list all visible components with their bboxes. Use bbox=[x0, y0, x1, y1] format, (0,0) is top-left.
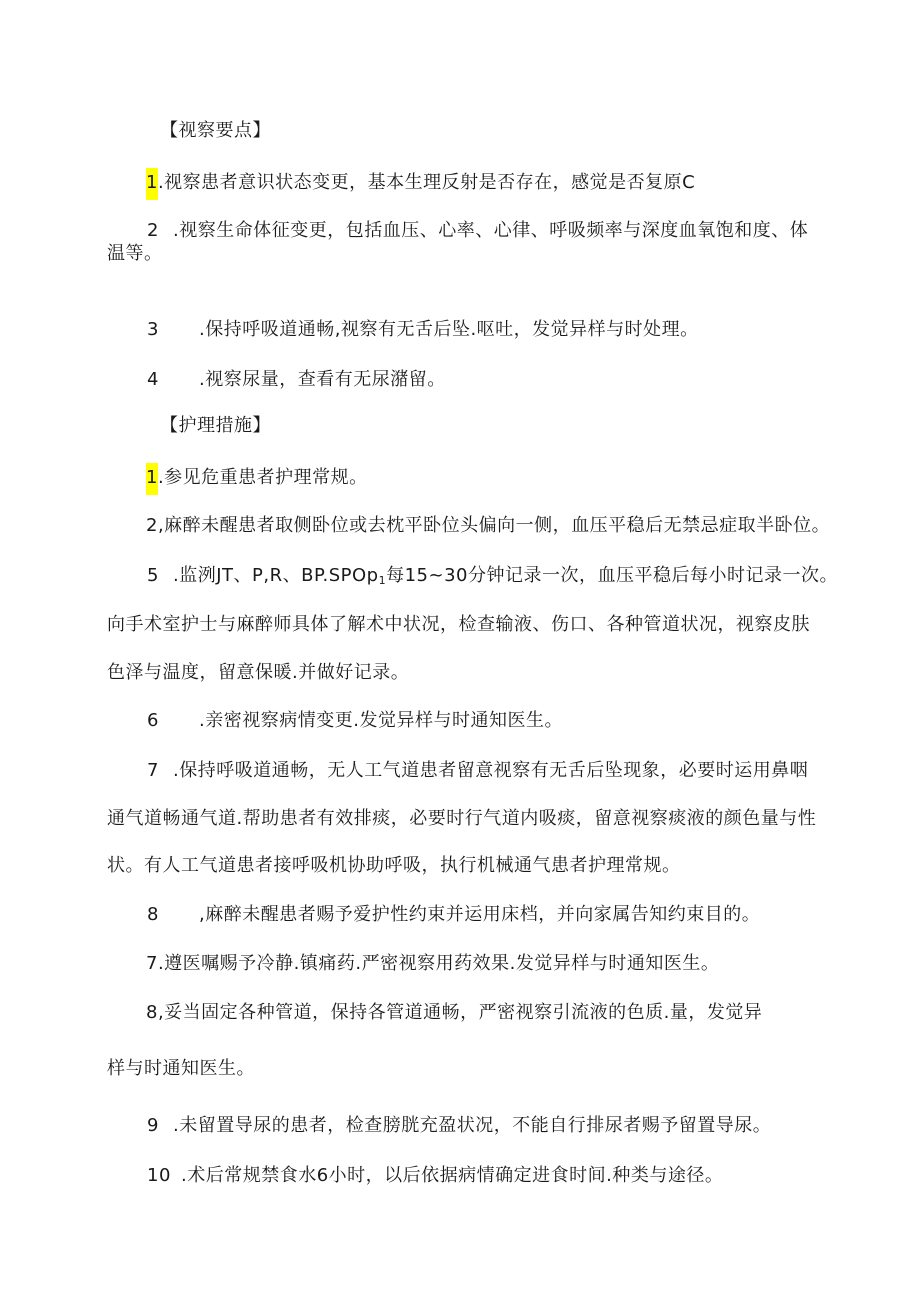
care-item-7b: 7.遵医嘱赐予冷静.镇痛药.严密视察用药效果.发觉异样与时通知医生。 bbox=[146, 953, 720, 974]
care-item-6: 6 .亲密视察病情变更.发觉异样与时通知医生。 bbox=[147, 710, 563, 731]
care-item-8b-continued: 样与时通知医生。 bbox=[107, 1058, 255, 1079]
section-heading-observation: 【视察要点】 bbox=[160, 120, 271, 141]
care-item-8: 8 ,麻醉未醒患者赐予爱护性约束并运用床档，并向家属告知约束目的。 bbox=[147, 904, 761, 925]
observation-item-3: 3 .保持呼吸道通畅,视察有无舌后坠.呕吐，发觉异样与时处理。 bbox=[147, 319, 699, 340]
highlighted-number: 1 bbox=[146, 463, 158, 495]
care-item-8b: 8,妥当固定各种管道，保持各管道通畅，严密视察引流液的色质.量，发觉异 bbox=[146, 1002, 763, 1023]
care-item-5-continued: 向手术室护士与麻醉师具体了解术中状况，检查输液、伤口、各种管道状况，视察皮肤 bbox=[107, 614, 810, 635]
highlighted-number: 1 bbox=[146, 168, 158, 200]
care-item-7: 7 .保持呼吸道通畅，无人工气道患者留意视察有无舌后坠现象，必要时运用鼻咽 bbox=[147, 760, 809, 781]
observation-item-1: 1.视察患者意识状态变更，基本生理反射是否存在，感觉是否复原C bbox=[146, 168, 695, 200]
observation-item-2: 2 .视察生命体征变更，包括血压、心率、心律、呼吸频率与深度血氧饱和度、体 bbox=[147, 220, 809, 241]
care-item-2: 2,麻醉未醒患者取侧卧位或去枕平卧位头偏向一侧，血压平稳后无禁忌症取半卧位。 bbox=[146, 515, 831, 536]
care-item-1: 1.参见危重患者护理常规。 bbox=[146, 463, 368, 495]
care-item-9: 9 .未留置导尿的患者，检查膀胱充盈状况，不能自行排尿者赐予留置导尿。 bbox=[147, 1115, 772, 1136]
care-item-7-continued: 通气道畅通气道.帮助患者有效排痰，必要时行气道内吸痰，留意视察痰液的颜色量与性 bbox=[107, 808, 817, 829]
observation-item-2-continued: 温等。 bbox=[107, 243, 163, 264]
care-item-10: 10 .术后常规禁食水6小时，以后依据病情确定进食时间.种类与途径。 bbox=[147, 1165, 724, 1186]
section-heading-care: 【护理措施】 bbox=[160, 415, 271, 436]
care-item-5: 5 .监洌JT、P,R、BP.SPOp$_1$每15~30分钟记录一次，血压平稳后每小时记录一次。 bbox=[147, 565, 838, 587]
care-item-5-continued-2: 色泽与温度，留意保暖.并做好记录。 bbox=[107, 662, 410, 683]
care-item-7-continued-2: 状。有人工气道患者接呼吸机协助呼吸，执行机械通气患者护理常规。 bbox=[107, 855, 681, 876]
observation-item-4: 4 .视察尿量，查看有无尿潴留。 bbox=[147, 369, 446, 390]
